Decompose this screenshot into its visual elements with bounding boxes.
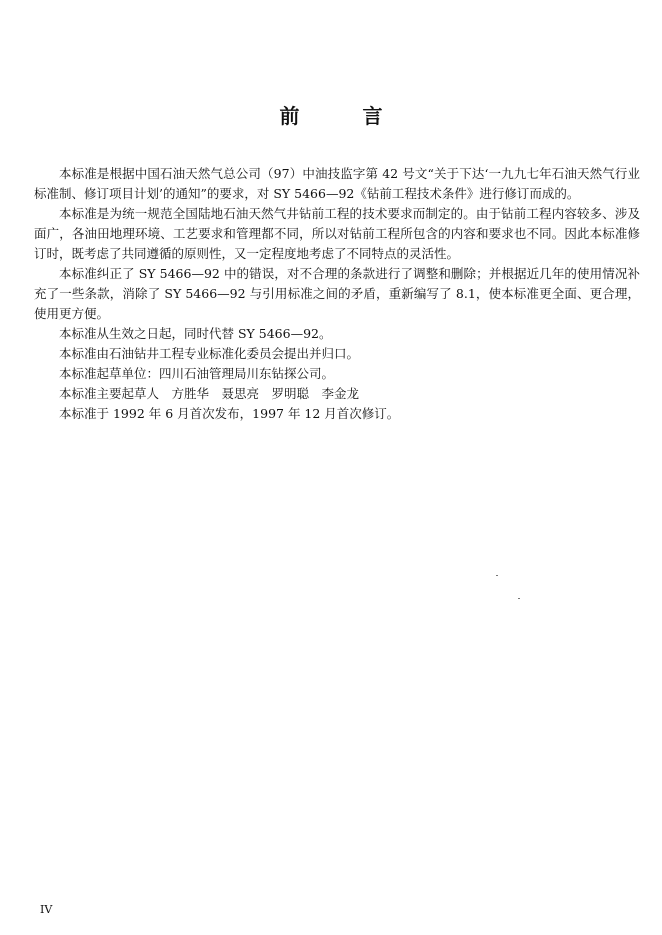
paragraph-drafters: 本标准主要起草人 方胜华 聂思亮 罗明聪 李金龙 [59,386,360,401]
paragraph-corrections: 本标准纠正了 SY 5466—92 中的错误，对不合理的条款进行了调整和删除；并根据近几年的使用情况补充了一些条款，消除了 SY 5466—92 与引用标准之间的矛盾，重新编写了 8.1，使本标准更全面、更合理，使用更方便。 [34,266,640,321]
paragraph-proposer: 本标准由石油钻井工程专业标准化委员会提出并归口。 [59,346,360,361]
paragraph-basis: 本标准是根据中国石油天然气总公司（97）中油技监字第 42 号文“关于下达‘一九九七年石油天然气行业标准制、修订项目计划’的通知”的要求，对 SY 5466—92《钻前工程技术条件》进行修订而成的。 [34,166,640,201]
paragraph-effective-date: 本标准从生效之日起，同时代替 SY 5466—92。 [59,326,332,341]
page-title: 前 言 [279,104,411,128]
scan-speck [496,575,498,576]
paragraph-drafting-unit: 本标准起草单位：四川石油管理局川东钻探公司。 [59,366,335,381]
scan-speck [518,598,520,599]
paragraph-history: 本标准于 1992 年 6 月首次发布，1997 年 12 月首次修订。 [59,406,400,421]
page-number: IV [40,903,53,916]
foreword-body [34,164,640,424]
paragraph-purpose: 本标准是为统一规范全国陆地石油天然气井钻前工程的技术要求而制定的。由于钻前工程内容较多、涉及面广，各油田地理环境、工艺要求和管理都不同，所以对钻前工程所包含的内容和要求也不同。因此本标准修订时，既考虑了共同遵循的原则性，又一定程度地考虑了不同特点的灵活性。 [34,206,640,261]
